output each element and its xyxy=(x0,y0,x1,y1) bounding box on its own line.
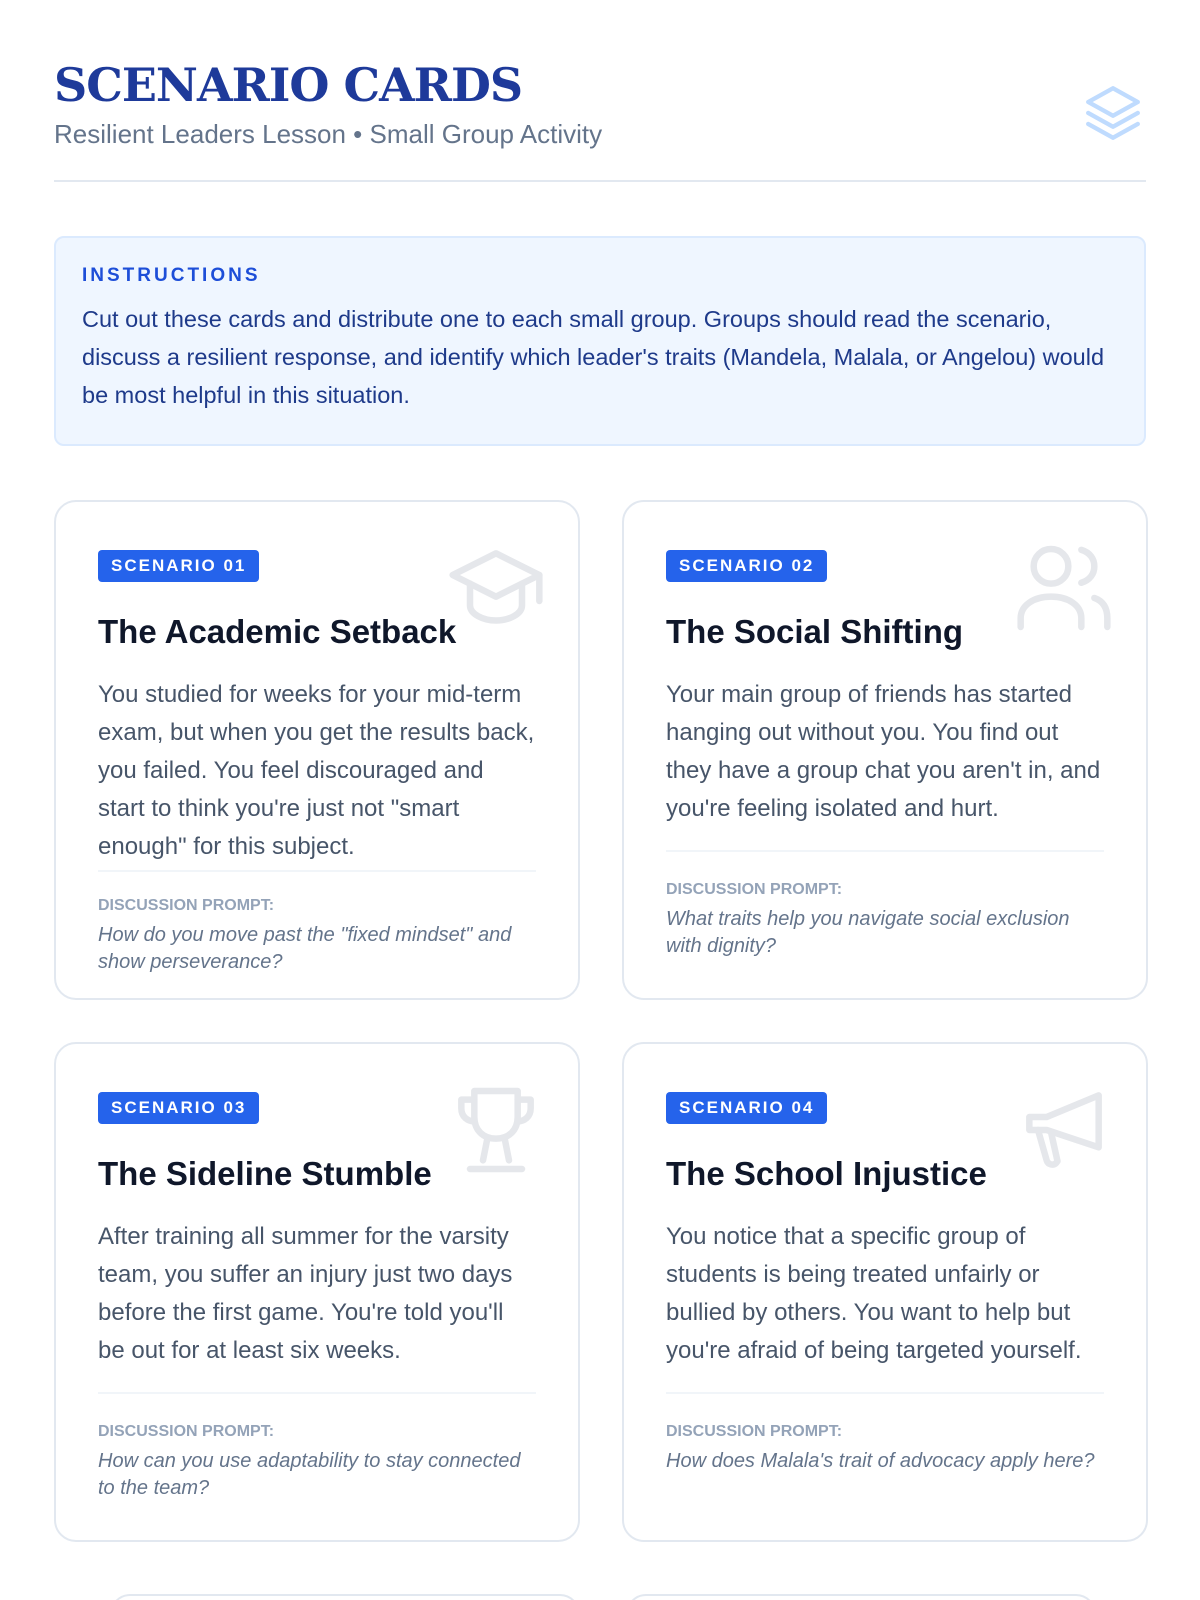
discussion-prompt-label: DISCUSSION PROMPT: xyxy=(98,1423,275,1440)
header xyxy=(54,0,1146,182)
card-divider xyxy=(666,1392,1104,1394)
scenario-title: The Social Shifting xyxy=(666,613,964,650)
scenario-card-04 xyxy=(622,1042,1148,1542)
scenario-card-01 xyxy=(54,500,580,1000)
discussion-prompt: How do you move past the "fixed mindset" and show perseverance? xyxy=(98,924,512,973)
trophy-icon xyxy=(444,1078,548,1182)
scenario-body: After training all summer for the varsity team, you suffer an injury just two days before the first game. You're told you'll be out for at least six weeks. xyxy=(98,1223,513,1364)
scenario-badge: SCENARIO 04 xyxy=(666,1092,827,1124)
layers-icon xyxy=(1080,80,1146,146)
scenario-body: You notice that a specific group of students is being treated unfairly or bullied by others. You want to help but you're afraid of being targeted yourself. xyxy=(666,1223,1082,1364)
instructions-text: Cut out these cards and distribute one to each small group. Groups should read the scenario, discuss a resilient response, and identify which leader's traits (Mandela, Malala, or Angelou) would be most helpful in this situation. xyxy=(82,306,1105,408)
scenario-badge: SCENARIO 01 xyxy=(98,550,259,582)
discussion-prompt: How can you use adaptability to stay connected to the team? xyxy=(98,1450,521,1499)
scenario-badge: SCENARIO 03 xyxy=(98,1092,259,1124)
next-card-top-left xyxy=(110,1594,580,1600)
users-icon xyxy=(1012,536,1116,640)
scenario-body: Your main group of friends has started hanging out without you. You find out they have a group chat you aren't in, and you're feeling isolated and hurt. xyxy=(666,681,1101,822)
scenario-title: The School Injustice xyxy=(666,1155,987,1192)
discussion-prompt-label: DISCUSSION PROMPT: xyxy=(98,897,275,914)
scenario-title: The Academic Setback xyxy=(98,613,457,650)
scenario-card-03 xyxy=(54,1042,580,1542)
scenario-badge: SCENARIO 02 xyxy=(666,550,827,582)
scenario-grid xyxy=(54,500,1146,1542)
card-divider xyxy=(98,870,536,872)
scenario-title: The Sideline Stumble xyxy=(98,1155,432,1192)
megaphone-icon xyxy=(1012,1078,1116,1182)
scenario-card-02 xyxy=(622,500,1148,1000)
next-card-top-right xyxy=(626,1594,1096,1600)
discussion-prompt-label: DISCUSSION PROMPT: xyxy=(666,881,843,898)
instructions-label: INSTRUCTIONS xyxy=(82,265,261,286)
discussion-prompt-label: DISCUSSION PROMPT: xyxy=(666,1423,843,1440)
card-divider xyxy=(98,1392,536,1394)
card-divider xyxy=(666,850,1104,852)
page-title: SCENARIO CARDS xyxy=(54,58,523,112)
page-subtitle: Resilient Leaders Lesson • Small Group Activity xyxy=(54,119,603,149)
discussion-prompt: What traits help you navigate social exclusion with dignity? xyxy=(666,908,1070,957)
instructions-box xyxy=(54,236,1146,446)
graduation-cap-icon xyxy=(444,536,548,640)
discussion-prompt: How does Malala's trait of advocacy apply here? xyxy=(666,1450,1095,1472)
scenario-body: You studied for weeks for your mid-term exam, but when you get the results back, you failed. You feel discouraged and start to think you're just not "smart enough" for this subject. xyxy=(98,681,535,860)
